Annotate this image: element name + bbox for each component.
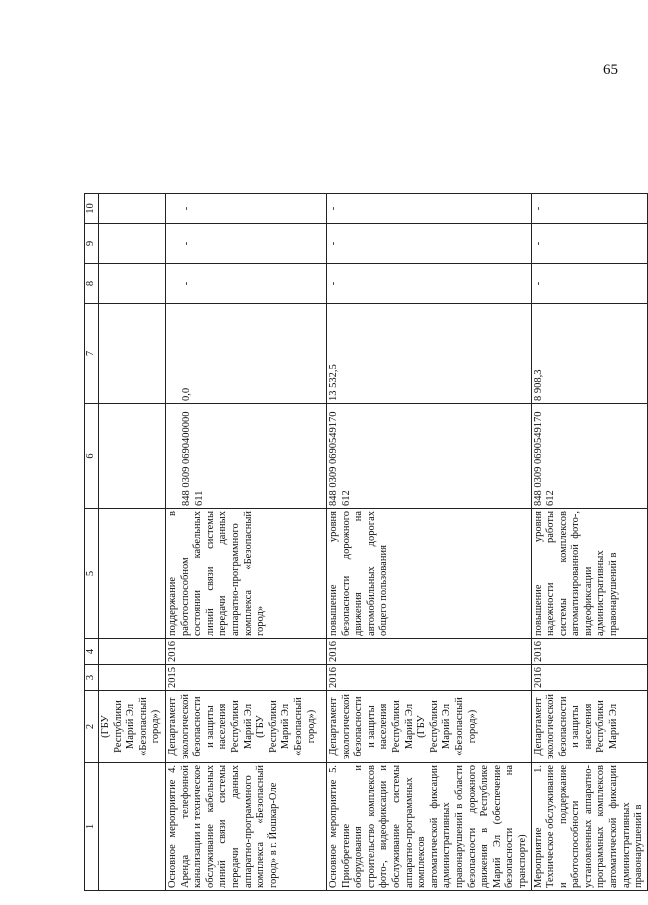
col10-cell: - <box>327 194 532 224</box>
start-year-cell: 2016 <box>531 665 647 691</box>
header-cell: 5 <box>85 509 99 639</box>
executor-cell: Департамент экологической безопасности и защиты населения Республики Марий Эл <box>531 691 647 763</box>
executor-cell <box>327 691 532 763</box>
header-cell: 2 <box>85 691 99 763</box>
executor-cell: Департамент экологической безопасности и защиты населения Республики Марий Эл (ГБУ Республики Марий Эл «Безопасный город») <box>166 691 327 763</box>
end-year-cell: 2016 <box>531 639 647 665</box>
expected-result-cell: повышение уровня безопасности дорожного движения на автомобильных дорогах общего пользования <box>327 509 532 639</box>
col8-cell <box>99 264 166 304</box>
col9-cell: - <box>327 224 532 264</box>
header-cell: 10 <box>85 194 99 224</box>
measures-table <box>84 193 648 891</box>
col8-text: - <box>181 281 192 286</box>
measure-name-cell <box>99 763 166 891</box>
col10-text: - <box>181 206 192 211</box>
col8-cell <box>166 264 327 304</box>
measure-name-cell: Мероприятие 1. Техническое обслуживание и поддержание работоспособности установленных аппаратно-программных комплексов автоматической фиксации административных правонарушений в <box>531 763 647 891</box>
header-cell: 3 <box>85 665 99 691</box>
budget-code-cell: 848 0309 0690549170 612 <box>327 404 532 509</box>
table-row <box>99 194 166 891</box>
header-cell: 8 <box>85 264 99 304</box>
expected-result-cell: поддержание в работоспособном состоянии кабельных линий связи системы передачи данных аппаратно-программного комплекса «Безопасный город» <box>166 509 327 639</box>
measure-name-cell: Основное мероприятие 5. Приобретение оборудования и строительство комплексов фото-, видеофиксации и обслуживание системы аппаратно-программных комплексов автоматической фиксации административных правонарушений в области безопасности дорожного движения в Республике Марий Эл (обеспечение безопасности на транспорте) <box>327 763 532 891</box>
header-cell: 9 <box>85 224 99 264</box>
end-year-cell: 2016 <box>166 639 327 665</box>
col8-cell: - <box>531 264 647 304</box>
col8-cell: - <box>327 264 532 304</box>
col9-cell: - <box>531 224 647 264</box>
budget-code-text: 848 0309 0690400000 611 <box>181 411 205 506</box>
expected-result-cell: повышение уровня надежности работы системы комплексов автоматизированной фото-, видеофиксации административных правонарушений в <box>531 509 647 639</box>
expected-result-cell <box>99 509 166 639</box>
budget-code-cell <box>166 404 327 509</box>
table-row <box>327 194 532 891</box>
col10-cell <box>99 194 166 224</box>
col10-cell <box>166 194 327 224</box>
amount-cell: 13 532,5 <box>327 304 532 404</box>
header-row <box>85 194 99 891</box>
col9-cell <box>166 224 327 264</box>
amount-cell <box>99 304 166 404</box>
header-cell: 4 <box>85 639 99 665</box>
end-year-cell: 2016 <box>327 639 532 665</box>
col10-cell: - <box>531 194 647 224</box>
budget-code-cell <box>99 404 166 509</box>
executor-text: (ГБУ Республики Марий Эл «Безопасный город») <box>416 697 478 756</box>
col9-text: - <box>181 241 192 246</box>
page-number: 65 <box>603 62 618 78</box>
start-year-cell <box>99 665 166 691</box>
start-year-cell: 2015 <box>166 665 327 691</box>
measure-name-cell: Основное мероприятие 4. Аренда телефонной канализации и техническое обслуживание кабельных линий связи системы передачи данных аппаратно-программного комплекса «Безопасный город» в г. Йошкар-Оле <box>166 763 327 891</box>
end-year-cell <box>99 639 166 665</box>
executor-text-extra: Департамент экологической безопасности и защиты населения Республики Марий Эл <box>328 694 415 759</box>
executor-cell: (ГБУ Республики Марий Эл «Безопасный город») <box>99 691 166 763</box>
amount-text: 0,0 <box>181 387 192 401</box>
table-row <box>531 194 647 891</box>
header-cell: 6 <box>85 404 99 509</box>
header-cell: 1 <box>85 763 99 891</box>
amount-cell: 8 908,3 <box>531 304 647 404</box>
header-cell: 7 <box>85 304 99 404</box>
table-row <box>166 194 327 891</box>
start-year-cell: 2016 <box>327 665 532 691</box>
amount-cell <box>166 304 327 404</box>
budget-code-cell: 848 0309 0690549170 612 <box>531 404 647 509</box>
col9-cell <box>99 224 166 264</box>
